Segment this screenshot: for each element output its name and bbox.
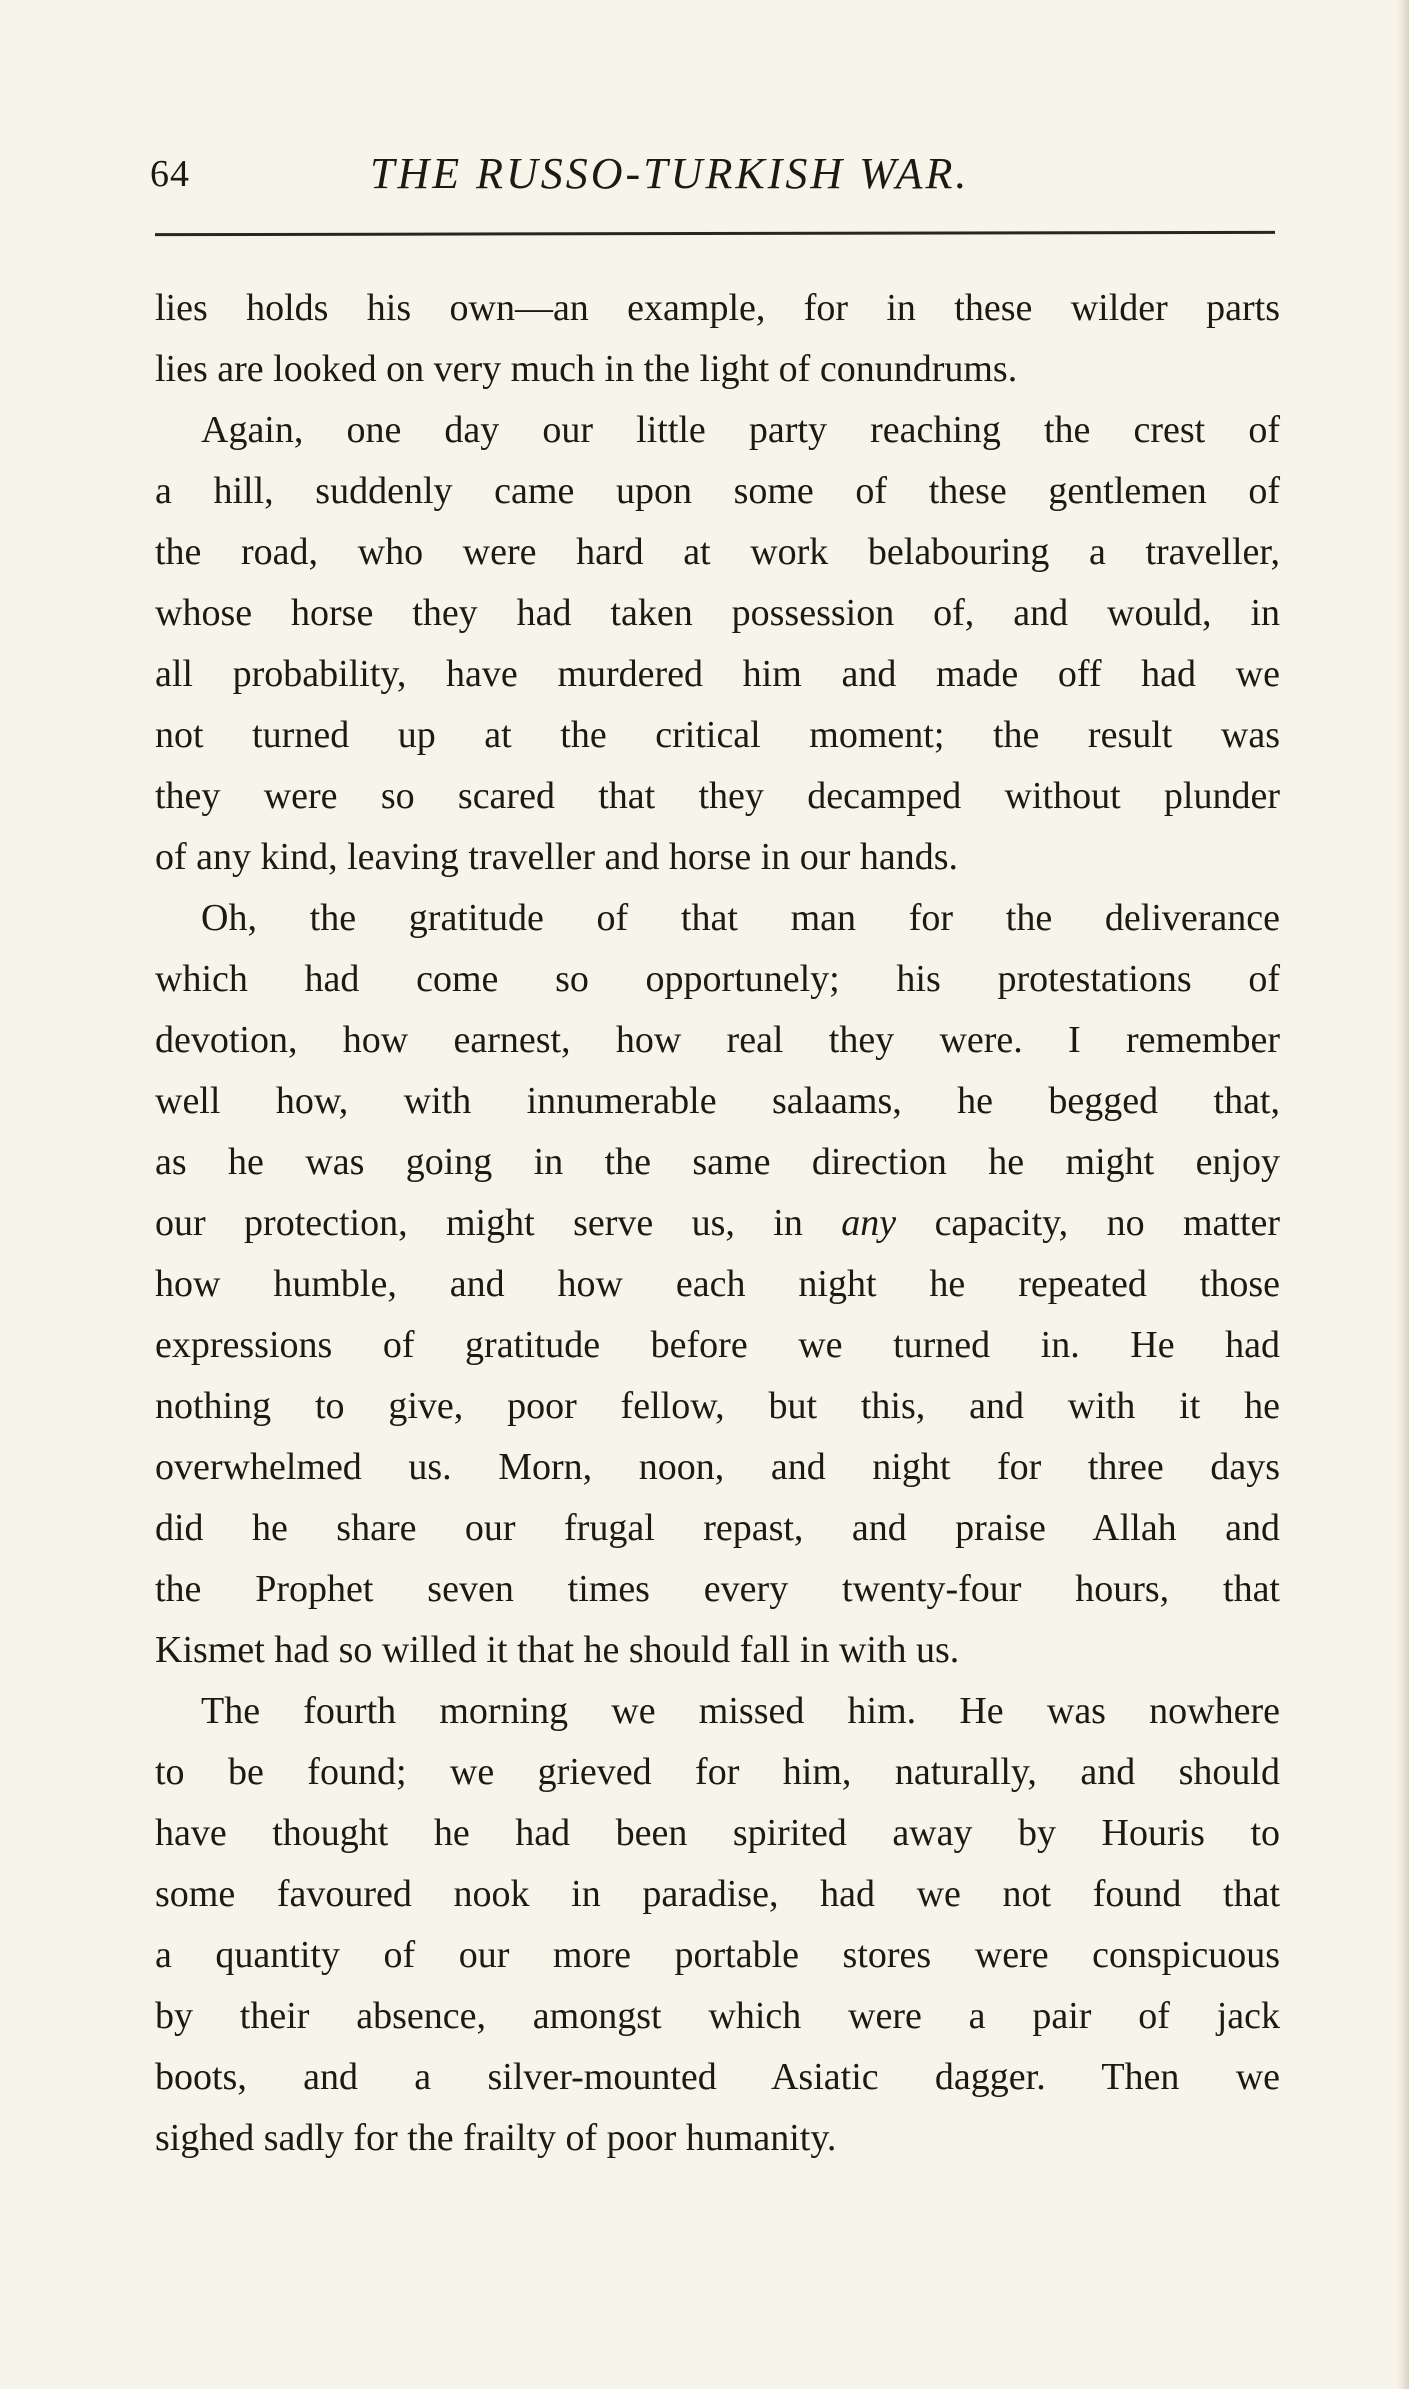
- paragraph-start-line: The fourth morning we missed him. He was nowhere: [201, 1690, 1280, 1732]
- text-line: they were so scared that they decamped without plunder: [155, 775, 1280, 817]
- text-line: overwhelmed us. Morn, noon, and night for three days: [155, 1446, 1280, 1488]
- italic-word: any: [841, 1202, 897, 1244]
- text-line: of any kind, leaving traveller and horse in our hands.: [155, 836, 959, 878]
- text-line: well how, with innumerable salaams, he begged that,: [155, 1080, 1280, 1122]
- text-line: not turned up at the critical moment; the result was: [155, 714, 1280, 756]
- text-segment: our protection, might serve us, in: [155, 1202, 803, 1244]
- text-line: did he share our frugal repast, and praise Allah and: [155, 1507, 1280, 1549]
- text-line: a hill, suddenly came upon some of these gentlemen of: [155, 470, 1280, 512]
- text-line: lies holds his own—an example, for in these wilder parts: [155, 287, 1280, 329]
- body-text: [155, 278, 1280, 2169]
- text-line: have thought he had been spirited away by Houris to: [155, 1812, 1280, 1854]
- header-rule: [155, 231, 1275, 236]
- page-header: [150, 148, 1270, 208]
- text-line: to be found; we grieved for him, naturally, and should: [155, 1751, 1280, 1793]
- text-line: boots, and a silver-mounted Asiatic dagger. Then we: [155, 2056, 1280, 2098]
- text-line: some favoured nook in paradise, had we not found that: [155, 1873, 1280, 1915]
- text-line: nothing to give, poor fellow, but this, and with it he: [155, 1385, 1280, 1427]
- text-segment: capacity, no matter: [934, 1202, 1281, 1244]
- text-line: the road, who were hard at work belabouring a traveller,: [155, 531, 1280, 573]
- text-line: how humble, and how each night he repeated those: [155, 1263, 1280, 1305]
- text-line: devotion, how earnest, how real they were. I remember: [155, 1019, 1280, 1061]
- text-line: as he was going in the same direction he might enjoy: [155, 1141, 1280, 1183]
- paragraph-start-line: Oh, the gratitude of that man for the deliverance: [201, 897, 1280, 939]
- page-edge-shadow: [1397, 0, 1409, 2389]
- text-line-with-italic: [155, 1193, 1280, 1254]
- text-line: all probability, have murdered him and made off had we: [155, 653, 1280, 695]
- text-line: by their absence, amongst which were a pair of jack: [155, 1995, 1280, 2037]
- running-title: THE RUSSO-TURKISH WAR.: [370, 149, 970, 198]
- text-line: lies are looked on very much in the light of conundrums.: [155, 348, 1018, 390]
- text-line: which had come so opportunely; his protestations of: [155, 958, 1280, 1000]
- page-number: 64: [150, 153, 190, 195]
- text-line: whose horse they had taken possession of, and would, in: [155, 592, 1280, 634]
- text-line: sighed sadly for the frailty of poor humanity.: [155, 2117, 837, 2159]
- text-line: expressions of gratitude before we turned in. He had: [155, 1324, 1280, 1366]
- text-line: Kismet had so willed it that he should fall in with us.: [155, 1629, 960, 1671]
- paragraph-start-line: Again, one day our little party reaching the crest of: [201, 409, 1280, 451]
- text-line: the Prophet seven times every twenty-four hours, that: [155, 1568, 1280, 1610]
- text-line: a quantity of our more portable stores were conspicuous: [155, 1934, 1280, 1976]
